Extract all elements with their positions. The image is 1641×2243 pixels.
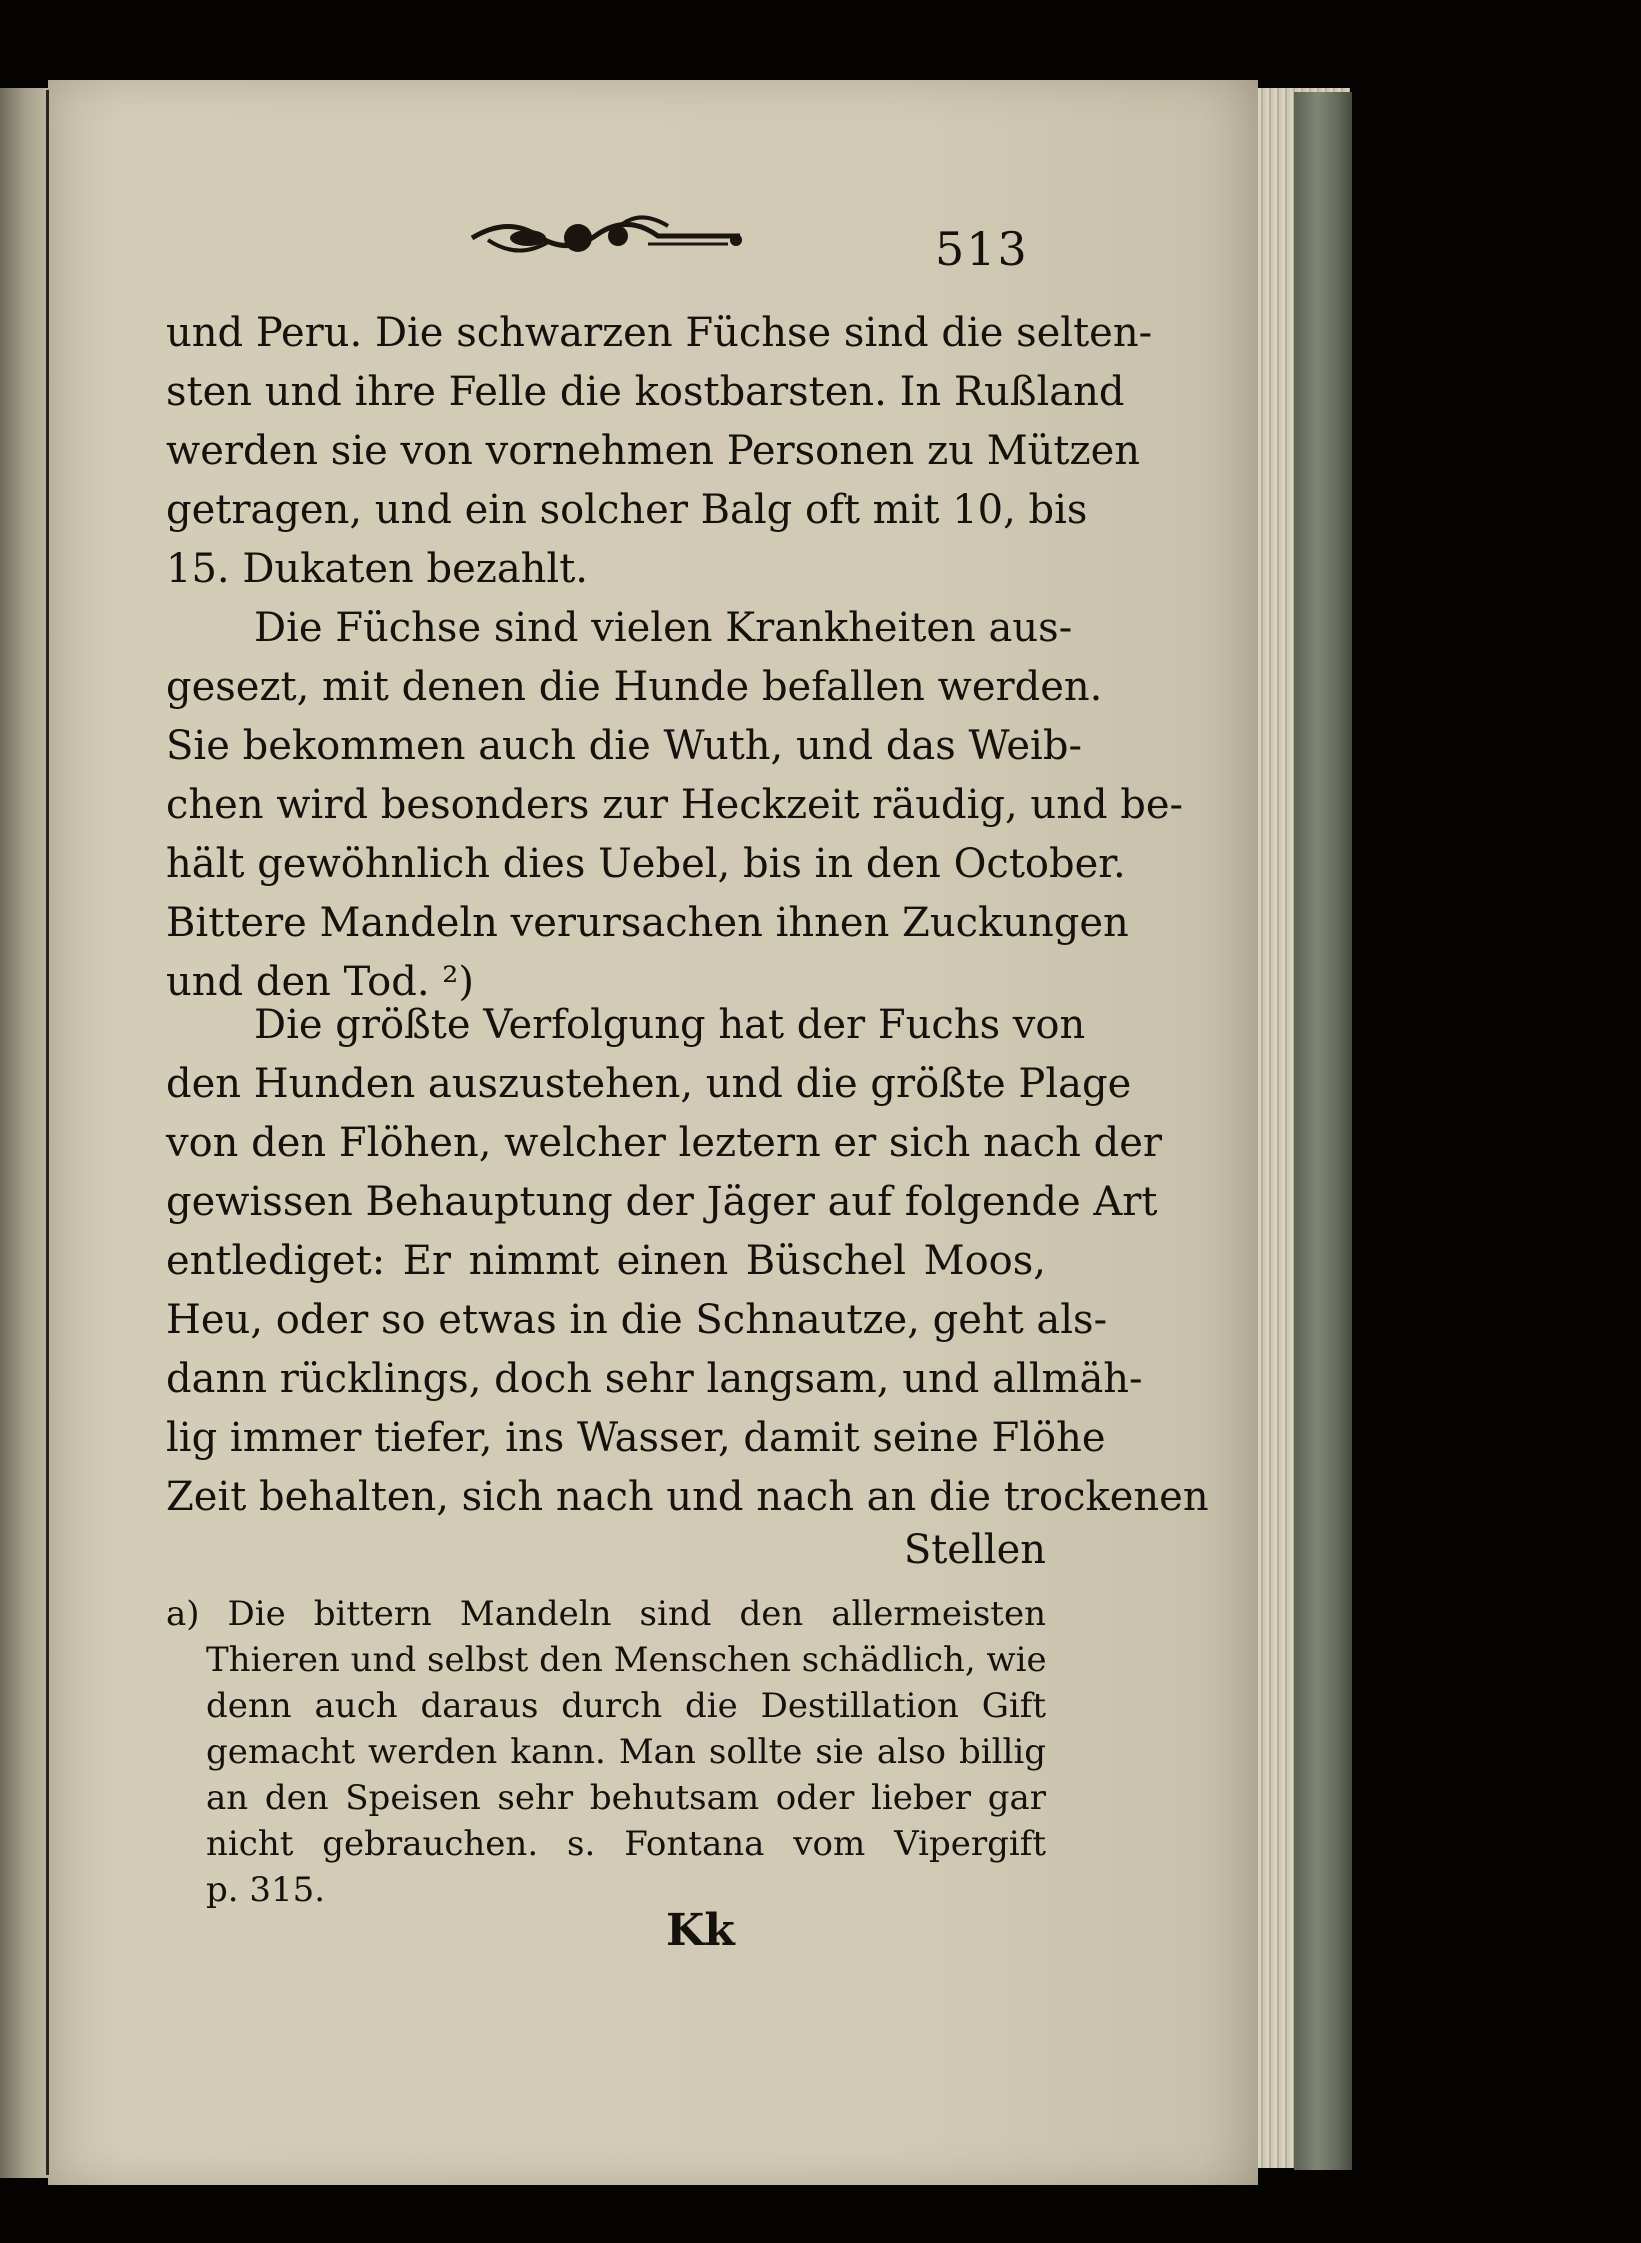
body-line: den Hunden auszustehen, und die größte Plage <box>166 1061 1132 1107</box>
body-line: entlediget: Er nimmt einen Büschel Moos, <box>166 1238 1046 1284</box>
footnote-line: Thieren und selbst den Menschen schädlich, wie <box>206 1640 1047 1680</box>
footnote-line: nicht gebrauchen. s. Fontana vom Vipergift <box>206 1824 1046 1864</box>
signature-mark: Kk <box>666 1905 735 1956</box>
body-line: gesezt, mit denen die Hunde befallen werden. <box>166 664 1103 710</box>
body-line: gewissen Behauptung der Jäger auf folgende Art <box>166 1179 1158 1225</box>
body-line: Die Füchse sind vielen Krankheiten aus- <box>254 605 1073 651</box>
catchword: Stellen <box>903 1527 1046 1573</box>
body-line: sten und ihre Felle die kostbarsten. In Rußland <box>166 369 1125 415</box>
page-number: 513 <box>935 222 1029 276</box>
body-line: Heu, oder so etwas in die Schnautze, geht als- <box>166 1297 1108 1343</box>
body-line: und den Tod. ²) <box>166 959 474 1005</box>
footnote-line: denn auch daraus durch die Destillation Gift <box>206 1686 1046 1726</box>
body-line: Zeit behalten, sich nach und nach an die trockenen <box>166 1474 1209 1520</box>
body-line: Die größte Verfolgung hat der Fuchs von <box>254 1002 1086 1048</box>
footnote-line: a) Die bittern Mandeln sind den allermeisten <box>166 1594 1046 1634</box>
body-line: 15. Dukaten bezahlt. <box>166 546 589 592</box>
body-line: dann rücklings, doch sehr langsam, und allmäh- <box>166 1356 1143 1402</box>
body-line: Sie bekommen auch die Wuth, und das Weib- <box>166 723 1082 769</box>
body-line: hält gewöhnlich dies Uebel, bis in den October. <box>166 841 1126 887</box>
footnote-line: gemacht werden kann. Man sollte sie also billig <box>206 1732 1046 1772</box>
footnote-line: an den Speisen sehr behutsam oder lieber gar <box>206 1778 1046 1818</box>
body-line: und Peru. Die schwarzen Füchse sind die selten- <box>166 310 1153 356</box>
body-line: chen wird besonders zur Heckzeit räudig, und be- <box>166 782 1184 828</box>
body-line: von den Flöhen, welcher leztern er sich nach der <box>166 1120 1163 1166</box>
footnote-line: p. 315. <box>206 1870 326 1910</box>
body-line: getragen, und ein solcher Balg oft mit 10, bis <box>166 487 1088 533</box>
body-line: lig immer tiefer, ins Wasser, damit seine Flöhe <box>166 1415 1106 1461</box>
body-line: werden sie von vornehmen Personen zu Mützen <box>166 428 1141 474</box>
header-ornament <box>468 206 746 270</box>
body-line: Bittere Mandeln verursachen ihnen Zuckungen <box>166 900 1129 946</box>
